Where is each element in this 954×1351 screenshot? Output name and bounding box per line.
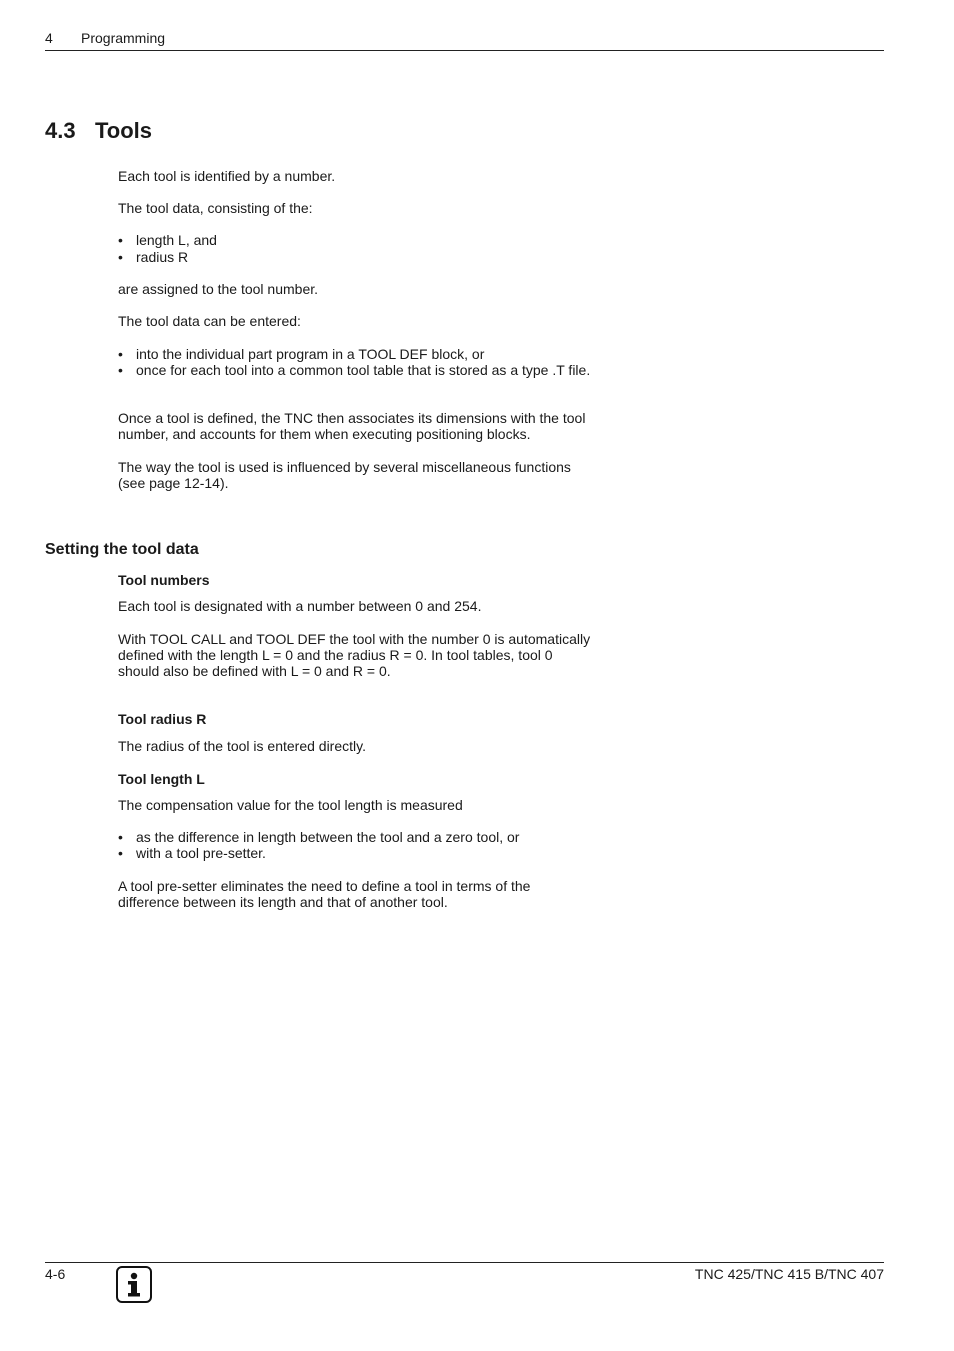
tool-numbers-paragraph-2: With TOOL CALL and TOOL DEF the tool with the number 0 is automatically defined with the length L = 0 and the radius R = 0. In tool tables, tool 0 should also be defined with L = 0 and R = 0. bbox=[118, 631, 591, 679]
bullet-icon: • bbox=[118, 346, 123, 362]
tool-length-paragraph-1: The compensation value for the tool length is measured bbox=[118, 797, 463, 813]
footer-rule bbox=[45, 1262, 884, 1263]
header-chapter-number: 4 bbox=[45, 30, 53, 46]
bullet-icon: • bbox=[118, 362, 123, 378]
tool-numbers-paragraph-1: Each tool is designated with a number between 0 and 254. bbox=[118, 598, 482, 614]
tool-numbers-heading: Tool numbers bbox=[118, 572, 210, 588]
bullet-icon: • bbox=[118, 845, 123, 861]
intro-paragraph-5: Once a tool is defined, the TNC then associates its dimensions with the tool number, and accounts for them when executing positioning blocks. bbox=[118, 410, 586, 442]
subsection-heading: Setting the tool data bbox=[45, 541, 199, 558]
tool-radius-paragraph: The radius of the tool is entered directly. bbox=[118, 738, 366, 754]
info-icon bbox=[116, 1266, 152, 1303]
footer-page-number: 4-6 bbox=[45, 1266, 66, 1282]
list-item-text: once for each tool into a common tool table that is stored as a type .T file. bbox=[136, 362, 591, 378]
list-item-text: length L, and bbox=[136, 232, 217, 248]
footer-model: TNC 425/TNC 415 B/TNC 407 bbox=[694, 1266, 884, 1282]
intro-paragraph-4: The tool data can be entered: bbox=[118, 313, 301, 329]
intro-paragraph-3: are assigned to the tool number. bbox=[118, 281, 319, 297]
tool-length-paragraph-2: A tool pre-setter eliminates the need to define a tool in terms of the difference between its length and that of another tool. bbox=[118, 878, 531, 910]
intro-paragraph-6: The way the tool is used is influenced by several miscellaneous functions (see page 12-14). bbox=[118, 459, 571, 491]
bullet-icon: • bbox=[118, 829, 123, 845]
section-number: 4.3 bbox=[45, 118, 76, 143]
list-item bbox=[118, 232, 588, 248]
bullet-icon: • bbox=[118, 232, 123, 248]
section-title: Tools bbox=[95, 118, 153, 143]
list-item bbox=[118, 249, 588, 265]
list-item-text: as the difference in length between the tool and a zero tool, or bbox=[136, 829, 520, 845]
tool-length-heading: Tool length L bbox=[118, 771, 205, 787]
intro-paragraph-1: Each tool is identified by a number. bbox=[118, 168, 336, 184]
list-item bbox=[118, 346, 588, 362]
header-rule bbox=[45, 50, 884, 51]
tool-radius-heading: Tool radius R bbox=[118, 711, 207, 727]
list-item-text: with a tool pre-setter. bbox=[136, 845, 266, 861]
list-item-text: radius R bbox=[136, 249, 189, 265]
list-item-text: into the individual part program in a TOOL DEF block, or bbox=[136, 346, 485, 362]
intro-paragraph-2: The tool data, consisting of the: bbox=[118, 200, 313, 216]
list-item bbox=[118, 829, 588, 845]
list-item bbox=[118, 845, 588, 861]
bullet-icon: • bbox=[118, 249, 123, 265]
list-item bbox=[118, 362, 593, 378]
header-chapter-title: Programming bbox=[81, 30, 166, 46]
